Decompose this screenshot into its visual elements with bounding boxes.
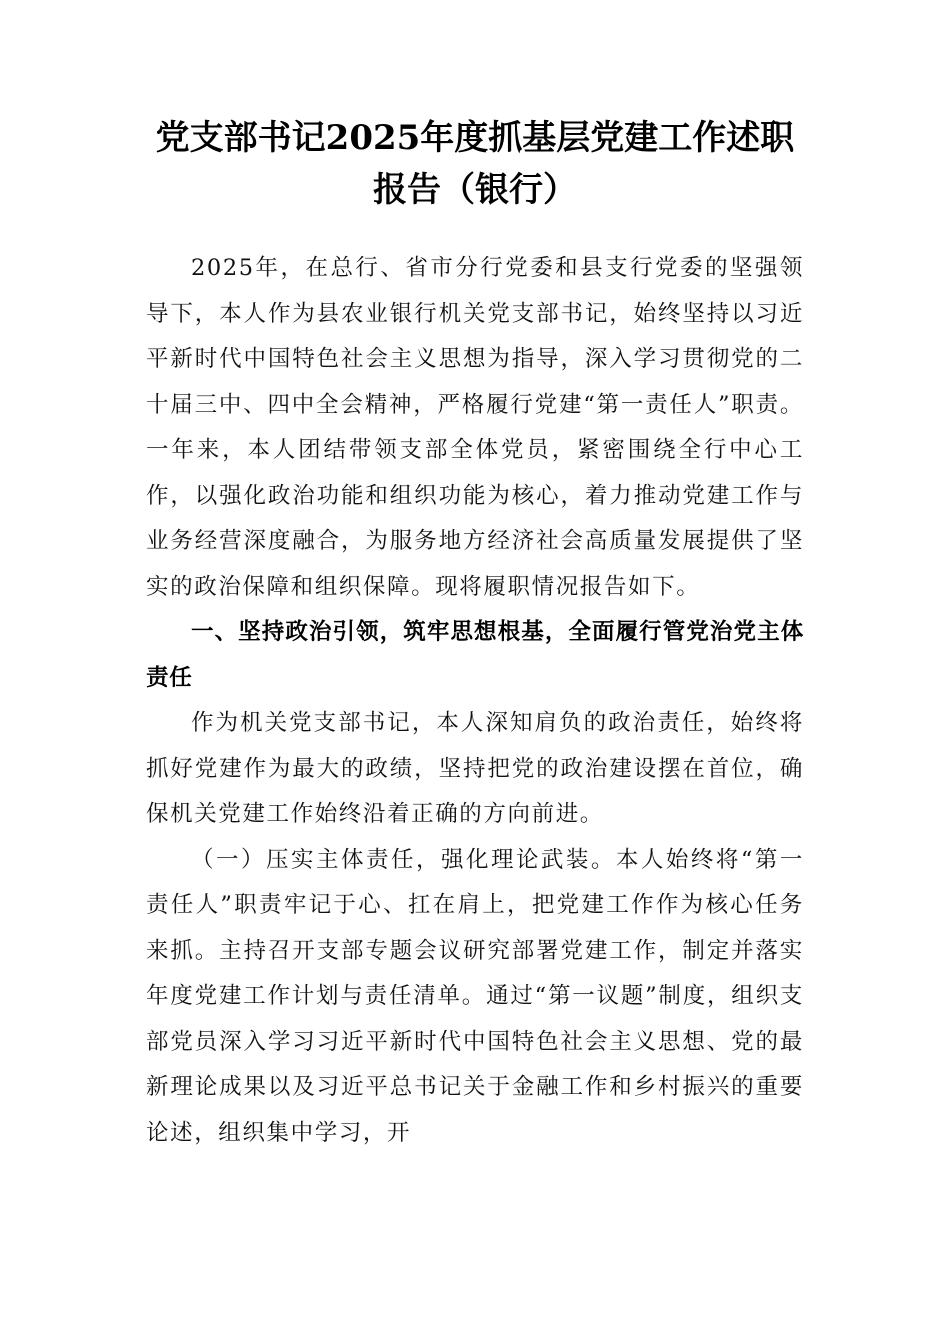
subsection-1-1-heading: （一）压实主体责任，强化理论武装。 [191, 846, 616, 873]
document-body [146, 246, 804, 1156]
subsection-1-1-paragraph [146, 838, 804, 1157]
intro-paragraph: 2025年，在总行、省市分行党委和县支行党委的坚强领导下，本人作为县农业银行机关党支部书记，始终坚持以习近平新时代中国特色社会主义思想为指导，深入学习贯彻党的二十届三中、四中全会精神，严格履行党建“第一责任人”职责。一年来，本人团结带领支部全体党员，紧密围绕全行中心工作，以强化政治功能和组织功能为核心，着力推动党建工作与业务经营深度融合，为服务地方经济社会高质量发展提供了坚实的政治保障和组织保障。现将履职情况报告如下。 [146, 255, 804, 600]
subsection-1-1-text: 本人始终将“第一责任人”职责牢记于心、扛在肩上，把党建工作作为核心任务来抓。主持召开支部专题会议研究部署党建工作，制定并落实年度党建工作计划与责任清单。通过“第一议题”制度，组织支部党员深入学习习近平新时代中国特色社会主义思想、党的最新理论成果以及习近平总书记关于金融工作和乡村振兴的重要论述，组织集中学习，开 [146, 846, 804, 1146]
section-heading-1: 一、坚持政治引领，筑牢思想根基，全面履行管党治党主体责任 [146, 619, 804, 691]
section-1-paragraph: 作为机关党支部书记，本人深知肩负的政治责任，始终将抓好党建作为最大的政绩，坚持把党的政治建设摆在首位，确保机关党建工作始终沿着正确的方向前进。 [146, 710, 804, 827]
document-title: 党支部书记2025年度抓基层党建工作述职报告（银行） [155, 118, 795, 210]
